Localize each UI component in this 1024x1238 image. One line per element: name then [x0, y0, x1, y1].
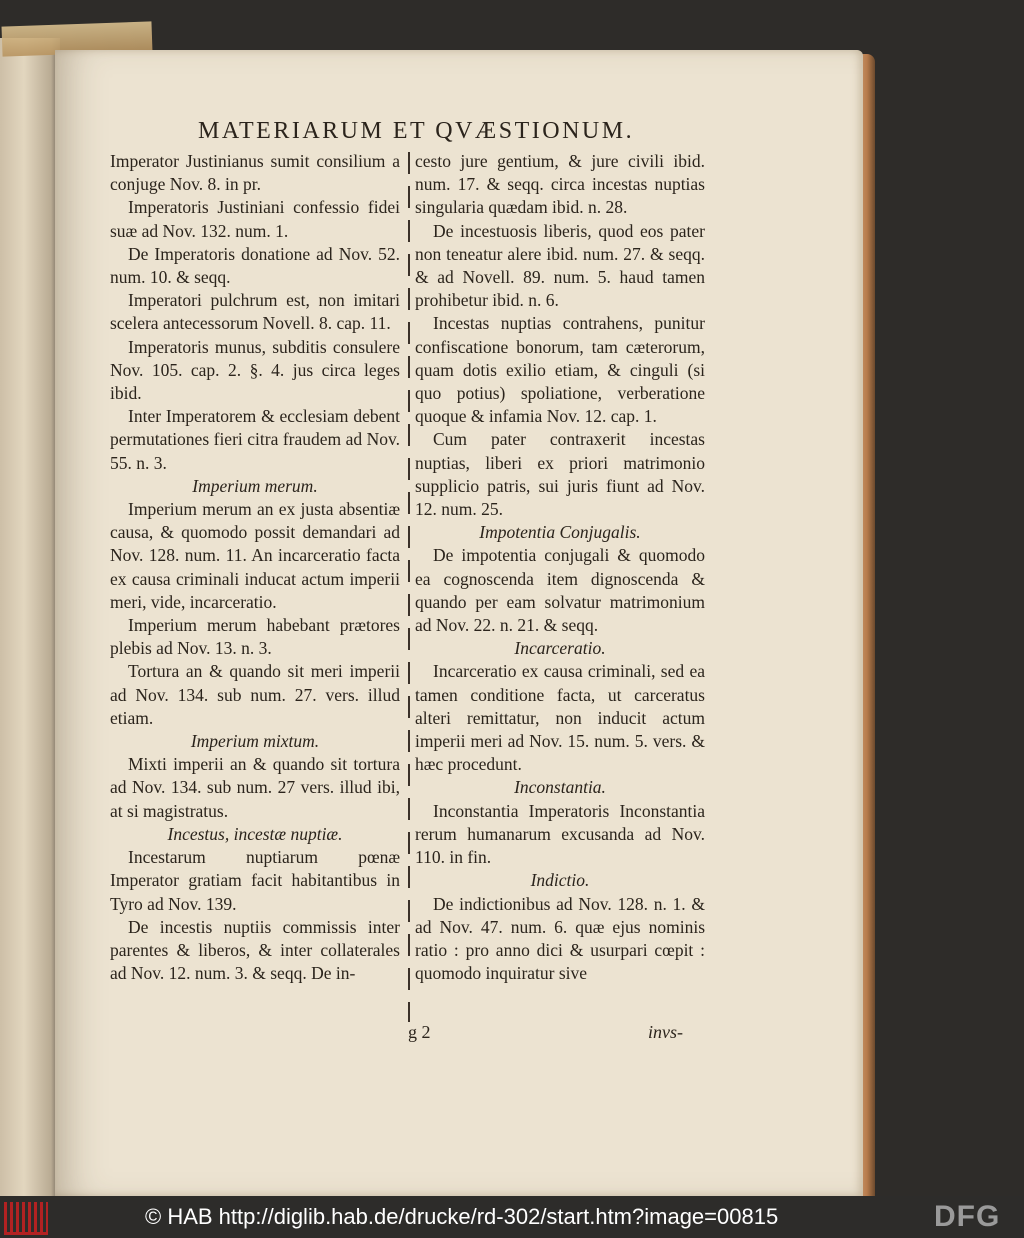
index-entry: Incestas nuptias contrahens, punitur confiscatione bonorum, tam cæterorum, quam dotis exilio etiam, & cinguli (si quo potius) spoliatione, verberatione quoque & infamia Nov. 12. cap. 1. [415, 313, 705, 427]
index-entry: Incarceratio ex causa criminali, sed ea tamen conditione facta, ut carceratus alteri remittatur, non inducit actum imperii meri ad Nov. 15. num. 5. vers. & hæc procedunt. [415, 661, 705, 775]
index-entry: Incestarum nuptiarum pœnæ Imperator gratiam facit habitantibus in Tyro ad Nov. 139. [110, 847, 400, 914]
index-entry: Inconstantia Imperatoris Inconstantia rerum humanarum excusanda ad Nov. 110. in fin. [415, 800, 705, 868]
running-header: MATERIARUM ET QVÆSTIONUM. [198, 118, 635, 144]
hab-logo-icon [4, 1202, 48, 1235]
index-heading: Incarceratio. [514, 638, 606, 659]
copyright-url[interactable]: © HAB http://diglib.hab.de/drucke/rd-302/start.htm?image=00815 [145, 1204, 779, 1229]
catchword: invs- [648, 1022, 683, 1042]
index-entry: Imperatoris munus, subditis consulere Nov. 105. cap. 2. §. 4. jus circa leges ibid. [110, 336, 400, 404]
index-entry: Imperator Justinianus sumit consilium a conjuge Nov. 8. in pr. [110, 151, 400, 195]
left-column [110, 150, 400, 985]
index-heading: Inconstantia. [514, 777, 606, 798]
right-column [415, 150, 705, 985]
index-entry: cesto jure gentium, & jure civili ibid. num. 17. & seqq. circa incestas nuptias singularia quædam ibid. n. 28. [415, 151, 705, 218]
previous-page-edge [0, 38, 60, 1196]
index-heading: Imperium merum. [192, 475, 318, 496]
index-entry: Imperatoris Justiniani confessio fidei suæ ad Nov. 132. num. 1. [110, 197, 400, 241]
index-entry: Cum pater contraxerit incestas nuptias, liberi ex priori matrimonio supplicio patris, sui juris fiunt ad Nov. 12. num. 25. [415, 429, 705, 520]
index-entry: De incestuosis liberis, quod eos pater non teneatur alere ibid. num. 27. & seqq. & ad Novell. 89. num. 5. haud tamen prohibetur ibid. n. 6. [415, 220, 705, 311]
index-entry: De indictionibus ad Nov. 128. n. 1. & ad Nov. 47. num. 6. quæ ejus nominis ratio : pro anno dici & usurpari cœpit : quomodo inquiratur sive [415, 893, 705, 984]
index-heading: Indictio. [530, 870, 590, 891]
dfg-logo: DFG [934, 1200, 1001, 1233]
index-entry: Inter Imperatorem & ecclesiam debent permutationes fieri citra fraudem ad Nov. 55. n. 3. [110, 406, 400, 473]
index-heading: Incestus, incestæ nuptiæ. [167, 823, 343, 844]
index-entry: De incestis nuptiis commissis inter parentes & liberos, & inter collaterales ad Nov. 12. num. 3. & seqq. De in- [110, 916, 400, 984]
index-entry: Mixti imperii an & quando sit tortura ad Nov. 134. sub num. 27 vers. illud ibi, at si magistratus. [110, 754, 400, 821]
index-entry: Imperium merum habebant prætores plebis ad Nov. 13. n. 3. [110, 615, 400, 659]
index-entry: Tortura an & quando sit meri imperii ad Nov. 134. sub num. 27. vers. illud etiam. [110, 661, 400, 728]
index-heading: Imperium mixtum. [190, 731, 320, 752]
index-entry: De impotentia conjugali & quomodo ea cognoscenda item dignoscenda & quando per eam solvatur matrimonium ad Nov. 22. n. 21. & seqq. [415, 545, 705, 636]
signature-mark: g 2 [408, 1022, 431, 1042]
index-entry: Imperatori pulchrum est, non imitari scelera antecessorum Novell. 8. cap. 11. [110, 290, 400, 334]
column-rule [408, 152, 410, 1022]
index-heading: Impotentia Conjugalis. [479, 522, 641, 543]
index-entry: De Imperatoris donatione ad Nov. 52. num. 10. & seqq. [110, 243, 400, 288]
viewer-footer-bar [0, 1196, 1024, 1238]
index-entry: Imperium merum an ex justa absentiæ causa, & quomodo possit demandari ad Nov. 128. num. 11. An incarceratio facta ex causa criminali inducat actum imperii meri, vide, incarceratio. [110, 499, 400, 612]
